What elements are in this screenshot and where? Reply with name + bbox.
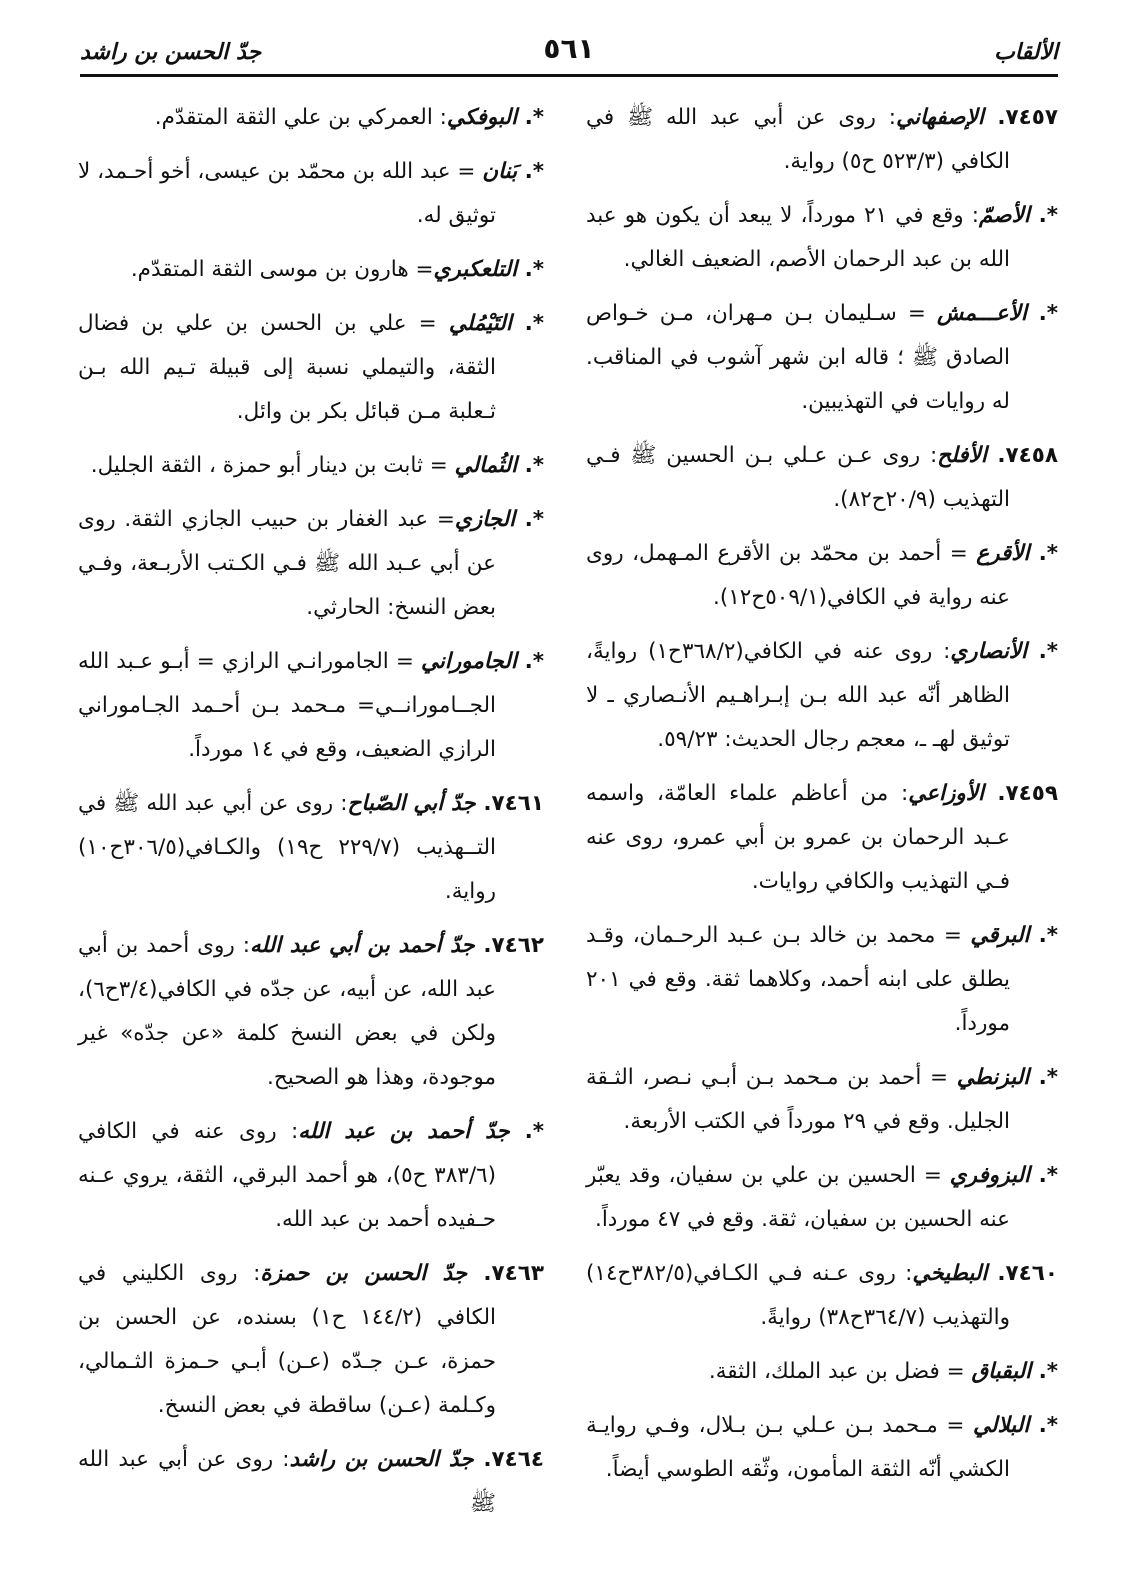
entry-number: ٧٤٦٣. <box>467 1261 545 1286</box>
entry-name: الأوزاعي <box>908 781 984 806</box>
entry-number: ٧٤٥٧. <box>983 105 1059 130</box>
entry-separator: : <box>333 791 348 816</box>
entry-name: الإصفهاني <box>896 105 984 130</box>
entry-number: *. <box>517 105 544 130</box>
entry-text: أحمد بن مـحمد بـن أبـي نـصر، الثـقة الجليل. وقع في ٢٩ مورداً في الكتب الأربعة. <box>586 1065 1010 1134</box>
entry-text: روى عن أبي عبد الله ﷺ في الكافي (٥٢٣/٣ ح٥) رواية. <box>586 105 1010 174</box>
entry-number: *. <box>516 649 545 674</box>
entry <box>586 914 1058 1046</box>
entry-text: روى الكليني في الكافي (١٤٤/٢ ح١) بسنده، عن الحسن بن حمزة، عـن جـدّه (عـن) أبـي حـمزة الثـمالي، وكـلمة (عـن) ساقطة في بعض النسخ. <box>78 1261 496 1418</box>
entry-separator: : <box>276 1119 299 1144</box>
entry-separator: = <box>388 649 421 674</box>
entry <box>78 302 544 434</box>
entry-name: الجاموراني <box>420 649 517 674</box>
entry-number: ٧٤٥٩. <box>983 781 1058 806</box>
entry <box>586 1252 1058 1340</box>
entry-separator: : <box>875 105 897 130</box>
entry-name: الجازي <box>454 507 516 532</box>
entry-text: عبد الغفار بن حبيب الجازي الثقة. روى عن أبي عـبد الله ﷺ فـي الكـتب الأربـعة، وفـي بعض النسخ: الحارثي. <box>78 507 496 620</box>
header-rule <box>80 74 1058 77</box>
entry-number: *. <box>511 311 544 336</box>
entry <box>78 444 544 488</box>
entry-separator: : <box>932 639 951 664</box>
entry-text: روى عن أبي عبد الله ﷺ <box>78 1447 496 1516</box>
entry-separator: : <box>237 1261 261 1286</box>
entry-separator: = <box>921 1065 957 1090</box>
entry-text: عبد الله بن محمّد بن عيسى، أخو أحـمد، لا توثيق له. <box>78 159 496 228</box>
entry-text: روى عـن عـلي بـن الحسين ﷺ فـي التهذيب (٢٠/٩ح٨٢). <box>586 443 1010 512</box>
entry-name: جدّ أحمد بن أبي عبد الله <box>249 933 475 958</box>
entry-name: جدّ أحمد بن عبد الله <box>298 1119 510 1144</box>
entry-number: *. <box>1029 541 1058 566</box>
entry-name: جدّ الحسن بن راشد <box>289 1447 474 1472</box>
entry-name: الأعـــمش <box>937 301 1027 326</box>
entry <box>586 194 1058 282</box>
entry-text: روى عن أبي عبد الله ﷺ في التــهذيب (٢٢٩/٧ ح١٩) والكـافي(٣٠٦/٥ح١٠) رواية. <box>78 791 497 904</box>
entry-name: البزنطي <box>956 1065 1030 1090</box>
entry <box>586 96 1058 184</box>
entry-number: *. <box>1027 639 1059 664</box>
entry-separator: = <box>406 311 449 336</box>
entry-separator: = <box>896 301 938 326</box>
entry-number: *. <box>517 257 544 282</box>
entry <box>586 292 1058 424</box>
entry-name: التَيْمُلي <box>448 311 512 336</box>
right-column <box>586 96 1058 1502</box>
entry-name: جدّ أبي الصّباح <box>347 791 476 816</box>
entry-name: الأنصاري <box>950 639 1028 664</box>
entry-name: جدّ الحسن بن حمزة <box>260 1261 468 1286</box>
left-column <box>78 96 544 1526</box>
entry-number: *. <box>1029 1065 1059 1090</box>
entry <box>78 248 544 292</box>
entry-text: الحسين بن علي بن سفيان، وقد يعبّر عنه الحسين بن سفيان، ثقة. وقع في ٤٧ مورداً. <box>586 1163 1010 1232</box>
entry-text: روى عنه في الكافي (٣٨٣/٦ ح٥)، هو أحمد البرقي، الثقة، يروي عـنه حـفيده أحمد بن عبد الله. <box>78 1119 496 1232</box>
entry-text: روى عنه في الكافي(٣٦٨/٢ح١) روايةً، الظاهر أنّه عبد الله بـن إبـراهـيم الأنـصاري ـ لا توثيق لهـ ـ، معجم رجال الحديث: ٥٩/٢٣. <box>586 639 1010 752</box>
entry-number: *. <box>1029 1413 1058 1438</box>
entry-text: سـليمان بـن مـهران، مـن خـواص الصادق ﷺ ؛ قاله ابن شهر آشوب في المناقب. له روايات في التهذيبين. <box>586 301 1010 414</box>
entry <box>78 1110 544 1242</box>
entry <box>78 1252 544 1428</box>
entry <box>586 532 1058 620</box>
entry-name: البزوفري <box>949 1163 1030 1188</box>
entry-text: مـحمد بـن عـلي بـن بـلال، وفـي روايـة الكشي أنّه الثقة المأمون، وثّقه الطوسي أيضاً. <box>586 1413 1010 1482</box>
entry-number: *. <box>1030 1163 1058 1188</box>
entry-separator: = <box>937 1413 973 1438</box>
entry-text: من أعاظم علماء العامّة، واسمه عـبد الرحمان بن عمرو بن أبي عمرو، روى عنه فـي التهذيب والكافي روايات. <box>586 781 1010 894</box>
entry <box>586 434 1058 522</box>
entry-text: الجامورانـي الرازي = أبـو عـبد الله الجــامورانــي= مـحمد بـن أحـمد الجـاموراني الرازي الضعيف، وقع في ١٤ مورداً. <box>78 649 496 762</box>
page-number: ٥٦١ <box>543 32 595 65</box>
entry-name: البلالي <box>972 1413 1030 1438</box>
entry-number: *. <box>1029 923 1058 948</box>
entry <box>586 772 1058 904</box>
entry-name: الأفلح <box>937 443 987 468</box>
entry-number: *. <box>1031 1359 1058 1384</box>
entry-separator: = <box>935 923 971 948</box>
entry-separator: = <box>915 1163 950 1188</box>
page-header <box>80 22 1058 78</box>
entry-number: ٧٤٦١. <box>475 791 544 816</box>
entry-text: روى عـنه فـي الكـافي(٣٨٢/٥ح١٤) والتهذيب (٣٦٤/٧ح٣٨) روايةً. <box>586 1261 1010 1330</box>
entry <box>78 150 544 238</box>
entry <box>78 924 544 1100</box>
entry-number: ٧٤٦٠. <box>987 1261 1058 1286</box>
entry-number: ٧٤٦٢. <box>474 933 545 958</box>
entry-separator: : <box>963 203 980 228</box>
entry-number: *. <box>517 453 544 478</box>
entry-text: العمركي بن علي الثقة المتقدّم. <box>154 105 433 130</box>
entry <box>78 782 544 914</box>
entry-number: *. <box>1029 203 1058 228</box>
section-title: الألقاب <box>994 40 1058 65</box>
entry-name: البطيخي <box>912 1261 988 1286</box>
entry <box>78 96 544 140</box>
entry-number: *. <box>1026 301 1058 326</box>
entry-text: روى أحمد بن أبي عبد الله، عن أبيه، عن جدّه في الكافي(٣/٤ح٦)، ولكن في بعض النسخ كلمة «عن جدّه» غير موجودة، وهذا هو الصحيح. <box>78 933 496 1090</box>
entry-separator: = <box>408 257 434 282</box>
entry-separator: = <box>450 159 483 184</box>
entry-name: الأقرع <box>976 541 1030 566</box>
entry-separator: : <box>920 443 938 468</box>
entry <box>586 1404 1058 1492</box>
entry <box>586 1350 1058 1394</box>
entry-number: ٧٤٥٨. <box>986 443 1059 468</box>
entry-separator: : <box>273 1447 290 1472</box>
entry-text: وقع في ٢١ مورداً، لا يبعد أن يكون هو عبد الله بن عبد الرحمان الأصم، الضعيف الغالي. <box>586 203 1010 272</box>
entry-separator: = <box>422 453 455 478</box>
entry-number: ٧٤٦٤. <box>473 1447 544 1472</box>
entry-text: علي بن الحسن بن علي بن فضال الثقة، والتيملي نسبة إلى قبيلة تـيم الله بـن ثـعلبة مـن قبائل بكر بن وائل. <box>78 311 496 424</box>
entry-name: بَنان <box>482 159 518 184</box>
entry-text: محمد بن خالد بـن عـبد الرحـمان، وقـد يطلق على ابنه أحمد، وكلاهما ثقة. وقع في ٢٠١ مورداً. <box>586 923 1010 1036</box>
entry-name: التلعكبري <box>433 257 518 282</box>
entry-separator: = <box>939 1359 972 1384</box>
entry-text: ثابت بن دينار أبو حمزة ، الثقة الجليل. <box>90 453 423 478</box>
entry-name: البرقي <box>970 923 1030 948</box>
entry-number: *. <box>509 1119 544 1144</box>
entry-separator: : <box>432 105 447 130</box>
entry-text: هارون بن موسى الثقة المتقدّم. <box>130 257 409 282</box>
entry <box>586 630 1058 762</box>
entry-separator: = <box>428 507 455 532</box>
entry-name: البقباق <box>971 1359 1032 1384</box>
entry-separator: : <box>234 933 250 958</box>
entry-separator: : <box>895 1261 913 1286</box>
entry <box>586 1056 1058 1144</box>
entry-name: الأصمّ <box>979 203 1030 228</box>
entry-name: الثُمالي <box>454 453 518 478</box>
entry <box>78 640 544 772</box>
entry <box>78 498 544 630</box>
running-title: جدّ الحسن بن راشد <box>80 40 262 65</box>
entry-number: *. <box>517 159 545 184</box>
entry-name: البوفكي <box>446 105 518 130</box>
entry-separator: : <box>888 781 909 806</box>
entry <box>78 1438 544 1526</box>
entry-separator: = <box>941 541 977 566</box>
entry <box>586 1154 1058 1242</box>
entry-number: *. <box>515 507 544 532</box>
entry-text: فضل بن عبد الملك، الثقة. <box>708 1359 940 1384</box>
entry-text: أحمد بن محمّد بن الأقرع المـهمل، روى عنه رواية في الكافي(٥٠٩/١ح١٢). <box>586 541 1010 610</box>
